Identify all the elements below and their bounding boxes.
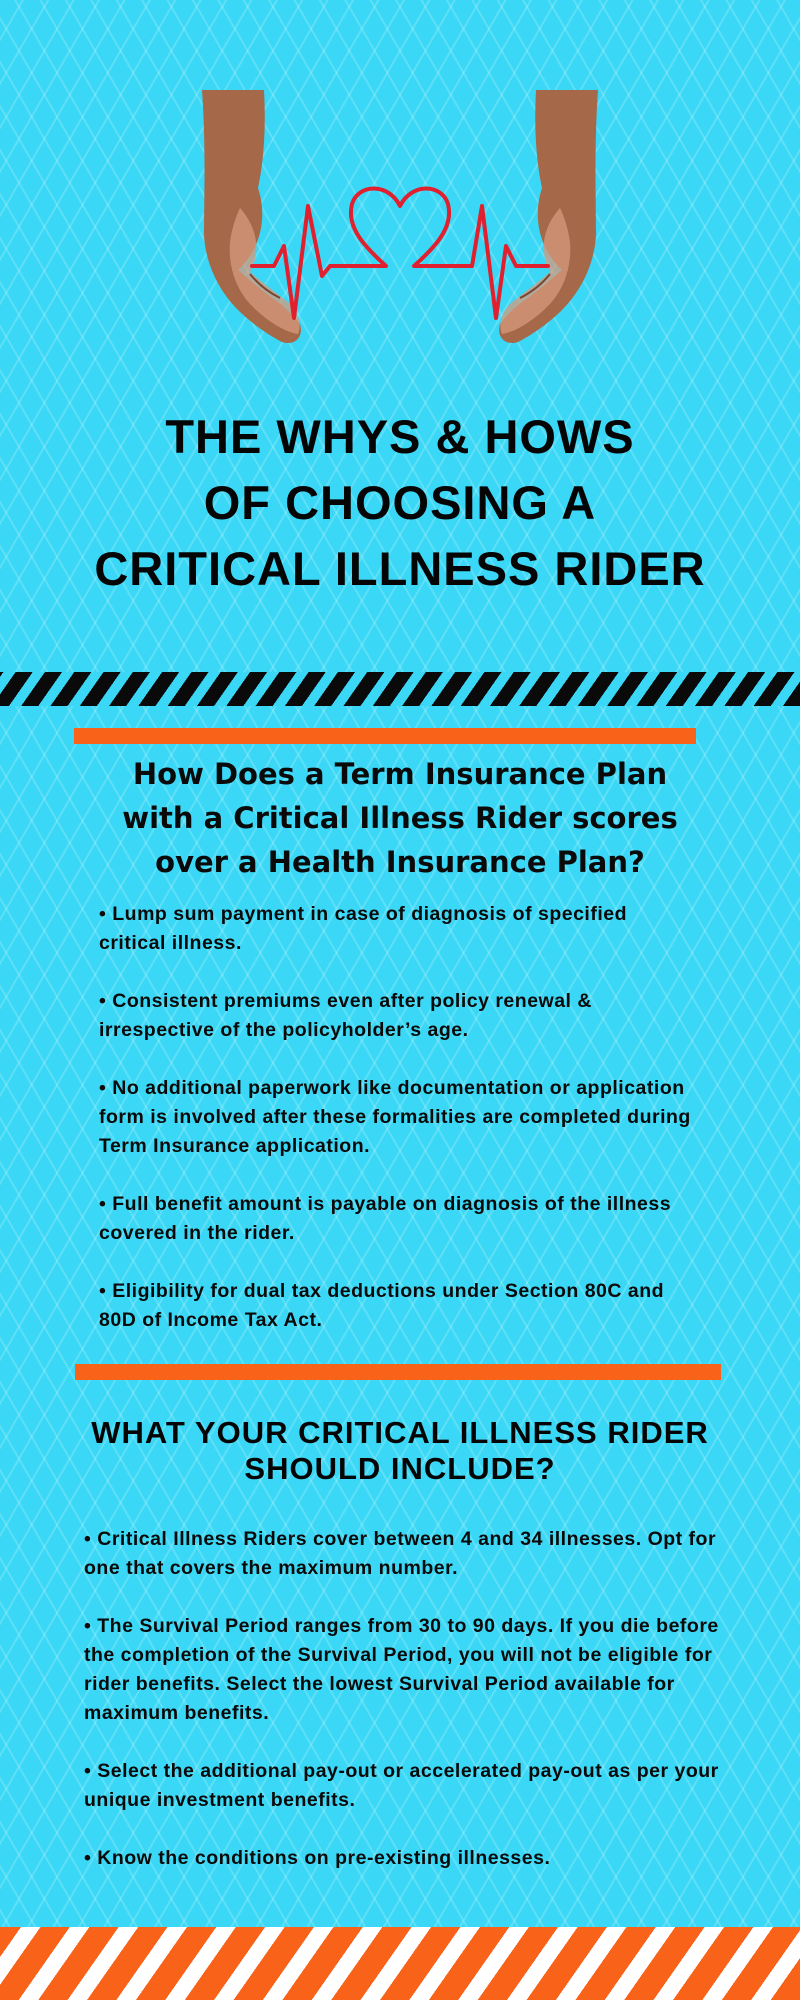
section2-heading-line: WHAT YOUR CRITICAL ILLNESS RIDER bbox=[91, 1415, 709, 1450]
main-title bbox=[0, 404, 800, 602]
black-stripe-divider bbox=[0, 672, 800, 706]
list-item: • Select the additional pay-out or accelerated pay-out as per your unique investment benefits. bbox=[84, 1760, 719, 1811]
list-item: • Eligibility for dual tax deductions under Section 80C and 80D of Income Tax Act. bbox=[99, 1280, 665, 1331]
list-item: • The Survival Period ranges from 30 to 90 days. If you die before the completion of the Survival Period, you will not be eligible for rider benefits. Select the lowest Survival Period available for maximum benefits. bbox=[84, 1615, 719, 1724]
list-item: • Consistent premiums even after policy renewal & irrespective of the policyholder’s age. bbox=[99, 990, 592, 1041]
section2-include-list bbox=[84, 1525, 720, 1902]
main-title-line: OF CHOOSING A bbox=[203, 476, 597, 529]
section2-heading-line: SHOULD INCLUDE? bbox=[244, 1451, 556, 1486]
list-item: • Lump sum payment in case of diagnosis of specified critical illness. bbox=[99, 903, 628, 954]
list-item: • Full benefit amount is payable on diagnosis of the illness covered in the rider. bbox=[99, 1193, 672, 1244]
section2-heading bbox=[40, 1415, 760, 1487]
list-item: • Know the conditions on pre-existing illnesses. bbox=[84, 1847, 551, 1869]
main-title-line: CRITICAL ILLNESS RIDER bbox=[94, 542, 706, 595]
hero-illustration bbox=[0, 0, 800, 400]
hands-heartbeat-icon bbox=[190, 88, 610, 368]
section1-benefits-list bbox=[99, 900, 699, 1364]
section1-heading bbox=[90, 752, 710, 884]
section1-heading-line: with a Critical Illness Rider scores bbox=[122, 801, 678, 835]
orange-white-stripe-footer bbox=[0, 1927, 800, 2000]
list-item: • No additional paperwork like documentation or application form is involved after these formalities are completed during Term Insurance application. bbox=[99, 1077, 691, 1157]
main-title-line: THE WHYS & HOWS bbox=[165, 410, 635, 463]
orange-divider-bottom bbox=[75, 1364, 721, 1380]
section1-heading-line: How Does a Term Insurance Plan bbox=[132, 757, 668, 791]
list-item: • Critical Illness Riders cover between 4 and 34 illnesses. Opt for one that covers the maximum number. bbox=[84, 1528, 717, 1579]
section1-heading-line: over a Health Insurance Plan? bbox=[155, 845, 645, 879]
orange-divider-top bbox=[74, 728, 696, 744]
